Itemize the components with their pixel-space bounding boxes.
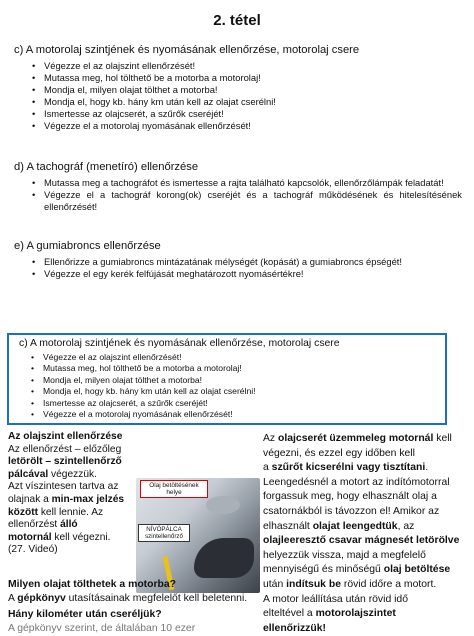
text-line: elteltével a motorolajszintet — [263, 608, 396, 620]
text-line: elhasznált olajat leengedtük, az — [263, 520, 415, 532]
text-line: Az olajcserét üzemmeleg motornál kell — [263, 433, 452, 444]
boxed-list — [29, 352, 439, 420]
section-c-list — [30, 60, 460, 133]
text-line: forgassuk meg, hogy elhasznált olaj a — [263, 491, 437, 503]
text-line: Az ellenőrzést – előzőleg — [8, 443, 122, 455]
list-item: • Végezze el az olajszint ellenőrzését! — [30, 60, 460, 72]
list-item: • Végezze el a tachográf korong(ok) cseréjét és a tachográf működésének és hitelesítésének ellenőrzését! — [30, 189, 462, 213]
list-item: • Mutassa meg, hol tölthető be a motorba a motorolaj! — [30, 72, 460, 84]
list-item: • Mutassa meg a tachográfot és ismertesse a rajta található kapcsolók, ellenőrzőlámpák feladatát! — [30, 177, 462, 189]
text-line: ellenőrizzük! — [263, 622, 326, 634]
list-item: • Végezze el a motorolaj nyomásának ellenőrzését! — [30, 120, 460, 132]
text-line: ellenőrzést álló — [8, 519, 78, 531]
text-line: olajnak a min-max jelzés — [8, 493, 125, 505]
list-item: • Ismertesse az olajcserét, a szűrők cseréjét! — [29, 398, 439, 409]
text-line: letörölt – szintellenőrző — [8, 456, 122, 468]
right-column — [263, 432, 471, 636]
list-item: • Mondja el, hogy kb. hány km után kell az olajat cserélni! — [30, 96, 460, 108]
page-title: 2. tétel — [213, 12, 261, 29]
filler-cap-shape — [206, 496, 240, 514]
text-line: olajleeresztő csavar mágnesét letörölve — [263, 535, 460, 547]
list-item: • Ellenőrizze a gumiabroncs mintázatának mélységét (kopását) a gumiabroncs épségét! — [30, 256, 462, 268]
text-line: motornál kell végezni. — [8, 531, 111, 543]
list-item: • Mondja el, milyen olajat tölthet a motorba! — [30, 84, 460, 96]
question-2: Hány kilométer után cseréljük? — [8, 609, 162, 620]
section-d-list — [30, 177, 462, 213]
answer-1: A gépkönyv utasításainak megfelelőt kell beletenni. — [8, 592, 248, 604]
list-item: • Mondja el, milyen olajat tölthet a motorba! — [29, 375, 439, 386]
list-item: • Végezze el egy kerék felfújását meghatározott nyomásértékre! — [30, 268, 462, 280]
engine-photo — [136, 478, 260, 593]
text-line: pálcával végezzük. — [8, 468, 97, 480]
text-line: Azt víszintesen tartva az — [8, 481, 119, 493]
boxed-heading: c) A motorolaj szintjének és nyomásának ellenőrzése, motorolaj csere — [19, 338, 340, 349]
text-line: (27. Videó) — [8, 544, 58, 556]
faq-block — [8, 578, 266, 635]
left-heading: Az olajszint ellenőrzése — [8, 431, 123, 442]
question-1: Milyen olajat tölthetek a motorba? — [8, 579, 177, 590]
text-line: között kell lennie. Az — [8, 506, 104, 518]
list-item: • Végezze el a motorolaj nyomásának ellenőrzését! — [29, 409, 439, 420]
label-oil-fill: Olaj betöltésének helye — [140, 480, 208, 498]
text-line: helyezzük vissza, majd a megfelelő — [263, 549, 426, 561]
text-line: után indítsuk be rövid időre a motort. — [263, 578, 437, 590]
text-line: A motor leállítása után rövid idő — [263, 593, 408, 605]
left-column — [8, 431, 138, 557]
text-line: mennyiségű és minőségű olaj betöltése — [263, 564, 451, 576]
engine-part-shape — [194, 538, 254, 578]
text-line: Leengedésnél a motort az indítómotorral — [263, 476, 450, 488]
text-line: a szűrőt kicserélni vagy tisztítani. — [263, 462, 429, 474]
section-e-list — [30, 256, 462, 280]
list-item: • Ismertesse az olajcserét, a szűrők cseréjét! — [30, 108, 460, 120]
highlighted-box — [7, 333, 447, 425]
answer-2: A gépkönyv szerint, de általában 10 ezer — [8, 622, 196, 634]
list-item: • Mondja el, hogy kb. hány km után kell az olajat cserélni! — [29, 386, 439, 397]
label-dipstick: NÍVÓPÁLCA szintellenőrző — [138, 524, 190, 542]
text-line: csatornákból is távozzon el! Amikor az — [263, 505, 440, 517]
section-d-heading: d) A tachográf (menetíró) ellenőrzése — [14, 161, 199, 173]
section-c-heading: c) A motorolaj szintjének és nyomásának ellenőrzése, motorolaj csere — [14, 44, 360, 56]
list-item: • Mutassa meg, hol tölthető be a motorba a motorolaj! — [29, 363, 439, 374]
text-line: végezni, és ezzel egy időben kell — [263, 447, 415, 459]
section-e-heading: e) A gumiabroncs ellenőrzése — [14, 240, 161, 252]
list-item: • Végezze el az olajszint ellenőrzését! — [29, 352, 439, 363]
